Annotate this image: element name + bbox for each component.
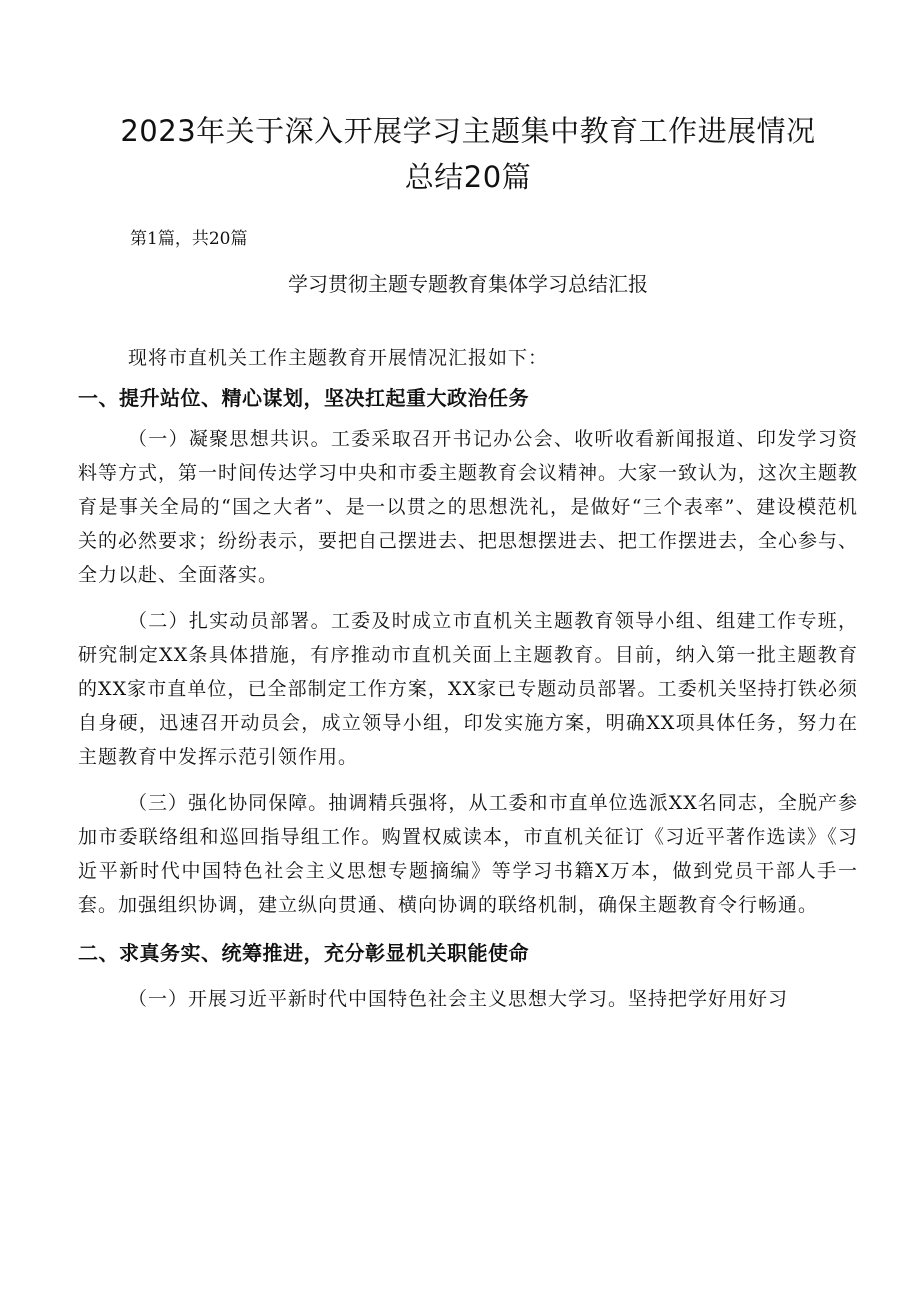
article-subtitle: 学习贯彻主题专题教育集体学习总结汇报	[288, 272, 648, 296]
section-1-paragraph-2: （二）扎实动员部署。工委及时成立市直机关主题教育领导小组、组建工作专班，研究制定XX条具体措施，有序推动市直机关面上主题教育。目前，纳入第一批主题教育的XX家市直单位，已全部制定工作方案，XX家已专题动员部署。工委机关坚持打铁必须自身硬，迅速召开动员会，成立领导小组，印发实施方案，明确XX项具体任务，努力在主题教育中发挥示范引领作用。	[78, 610, 858, 768]
document-title	[78, 108, 858, 200]
title-line-2: 总结20篇	[404, 160, 532, 194]
title-line-1: 2023年关于深入开展学习主题集中教育工作进展情况	[120, 114, 816, 148]
section-2-heading: 二、求真务实、统筹推进，充分彰显机关职能使命	[78, 941, 529, 965]
section-1-paragraph-1: （一）凝聚思想共识。工委采取召开书记办公会、收听收看新闻报道、印发学习资料等方式，第一时间传达学习中央和市委主题教育会议精神。大家一致认为，这次主题教育是事关全局的“国之大者”、是一以贯之的思想洗礼，是做好“三个表率”、建设模范机关的必然要求；纷纷表示，要把自己摆进去、把思想摆进去、把工作摆进去，全心参与、全力以赴、全面落实。	[78, 428, 859, 586]
intro-paragraph: 现将市直机关工作主题教育开展情况汇报如下：	[128, 347, 549, 369]
section-1-paragraph-3: （三）强化协同保障。抽调精兵强将，从工委和市直单位选派XX名同志，全脱产参加市委联络组和巡回指导组工作。购置权威读本，市直机关征订《习近平著作选读》《习近平新时代中国特色社会主义思想专题摘编》等学习书籍X万本，做到党员干部人手一套。加强组织协调，建立纵向贯通、横向协调的联络机制，确保主题教育令行畅通。	[78, 792, 858, 916]
section-1-heading: 一、提升站位、精心谋划，坚决扛起重大政治任务	[78, 386, 529, 410]
article-counter: 第1篇，共20篇	[130, 229, 248, 249]
section-2-paragraph-1: （一）开展习近平新时代中国特色社会主义思想大学习。坚持把学好用好习	[128, 988, 789, 1010]
